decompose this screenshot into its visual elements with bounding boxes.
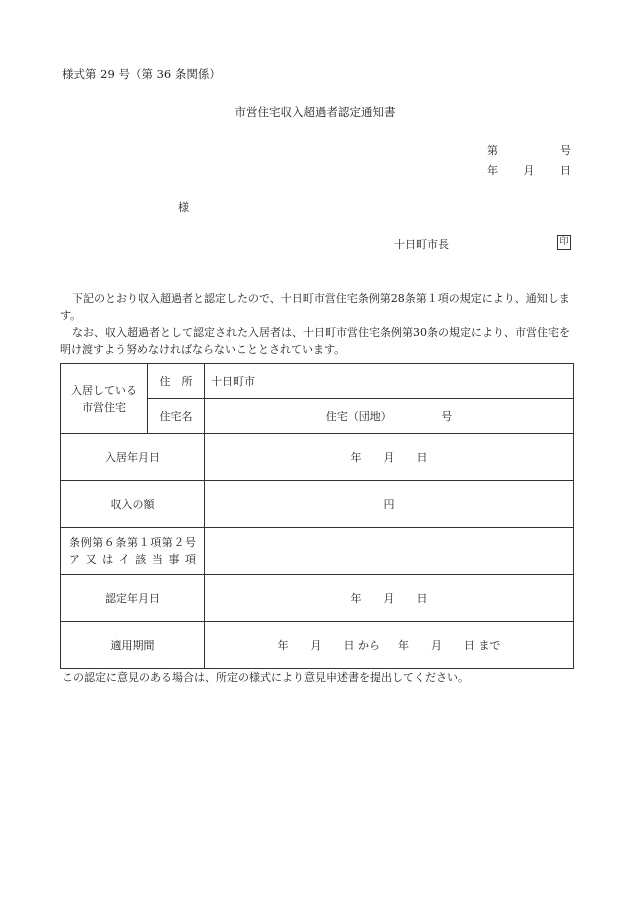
housing-name-value: 住宅（団地） 号 — [205, 399, 574, 434]
date-day: 日 — [560, 164, 571, 177]
ordinance-clause-value — [205, 528, 574, 575]
housing-group-label: 入居している市営住宅 — [61, 364, 148, 434]
period-from: 年 月 日 から — [277, 639, 380, 652]
income-value: 円 — [205, 481, 574, 528]
date-year: 年 — [487, 164, 498, 177]
document-number — [487, 142, 571, 158]
recipient-honorific: 様 — [178, 201, 189, 214]
footer-note: この認定に意見のある場合は、所定の様式により意見申述書を提出してください。 — [62, 671, 469, 684]
ordinance-clause-label: 条例第６条第１項第２号ア又はイ該当事項 — [61, 528, 205, 575]
move-in-date-label: 入居年月日 — [61, 434, 205, 481]
number-prefix: 第 — [487, 144, 498, 157]
move-in-date-value: 年 月 日 — [205, 434, 574, 481]
application-period-label: 適用期間 — [61, 622, 205, 669]
document-date — [487, 162, 571, 178]
certification-date-label: 認定年月日 — [61, 575, 205, 622]
certification-date-value: 年 月 日 — [205, 575, 574, 622]
application-period-value — [205, 622, 574, 669]
housing-name-label: 住宅名 — [148, 399, 205, 434]
certification-table — [60, 363, 574, 669]
body-paragraph-1: 下記のとおり収入超過者と認定したので、十日町市営住宅条例第28条第１項の規定により、通知します。 — [60, 292, 570, 322]
body-paragraph-2: なお、収入超過者として認定された入居者は、十日町市営住宅条例第30条の規定により、市営住宅を明け渡すよう努めなければならないこととされています。 — [60, 326, 570, 356]
address-label: 住 所 — [148, 364, 205, 399]
form-number: 様式第 29 号（第 36 条関係） — [62, 67, 221, 81]
sender-name: 十日町市長 — [394, 238, 449, 251]
address-value: 十日町市 — [205, 364, 574, 399]
body-text — [60, 290, 572, 358]
document-title: 市営住宅収入超過者認定通知書 — [234, 105, 396, 119]
date-month: 月 — [523, 164, 535, 177]
period-to: 年 月 日 まで — [398, 639, 501, 652]
seal-mark: 印 — [557, 235, 571, 250]
income-label: 収入の額 — [61, 481, 205, 528]
number-suffix: 号 — [560, 144, 571, 157]
